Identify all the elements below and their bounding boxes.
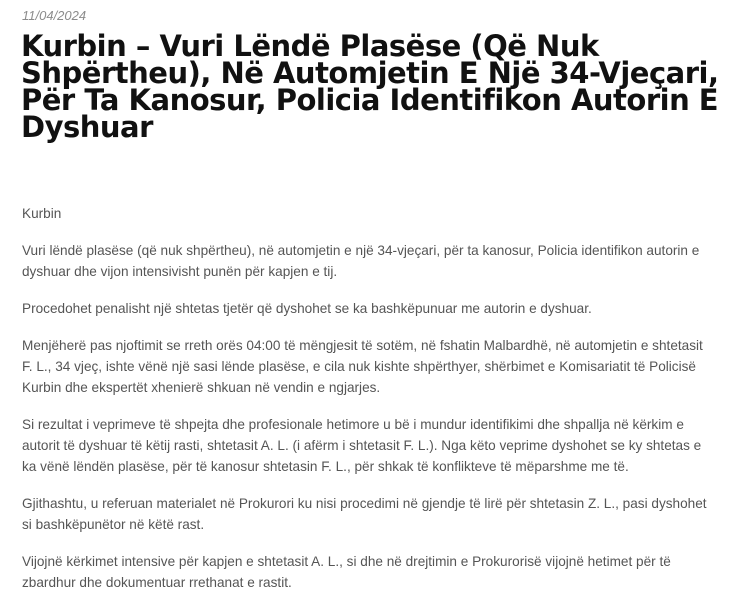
article-paragraph: Menjëherë pas njoftimit se rreth orës 04:00 të mëngjesit të sotëm, në fshatin Malbardhë, në automjetin e shtetasit F. L., 34 vjeç, ishte vënë një sasi lënde plasëse, e cila nuk kishte shpërthyer, shërbimet e Komisariatit të Policisë Kurbin dhe ekspertët xhenierë shkuan në vendin e ngjarjes. [22, 338, 703, 395]
article-paragraph: Vuri lëndë plasëse (që nuk shpërtheu), në automjetin e një 34-vjeçari, për ta kanosur, Policia identifikon autorin e dyshuar dhe vijon intensivisht punën për kapjen e tij. [22, 243, 700, 279]
article-paragraph: Vijojnë kërkimet intensive për kapjen e shtetasit A. L., si dhe në drejtimin e Prokurorisë vijojnë hetimet për të zbardhur dhe dokumentuar rrethanat e rastit. [22, 554, 671, 590]
article-paragraph-location: Kurbin [22, 206, 62, 221]
article-paragraph: Gjithashtu, u referuan materialet në Prokurori ku nisi procedimi në gjendje të lirë për shtetasin Z. L., pasi dyshohet si bashkëpunëtor në këtë rast. [22, 496, 707, 532]
article-title: Kurbin – Vuri Lëndë Plasëse (Që Nuk Shpërtheu), Në Automjetin E Një 34-Vjeçari, Për Ta Kanosur, Policia Identifikon Autorin E Dyshuar [21, 29, 719, 144]
article-paragraph: Si rezultat i veprimeve të shpejta dhe profesionale hetimore u bë i mundur identifikimi dhe shpallja në kërkim e autorit të dyshuar të këtij rasti, shtetasit A. L. (i afërm i shtetasit F. L.). Nga këto veprime dyshohet se ky shtetas e ka vënë lëndën plasëse, për të kanosur shtetasin F. L., për shkak të konflikteve të mëparshme me të. [22, 417, 702, 474]
article-paragraph: Procedohet penalisht një shtetas tjetër që dyshohet se ka bashkëpunuar me autorin e dyshuar. [22, 301, 592, 316]
publish-date: 11/04/2024 [22, 8, 87, 23]
article-body [22, 203, 716, 609]
